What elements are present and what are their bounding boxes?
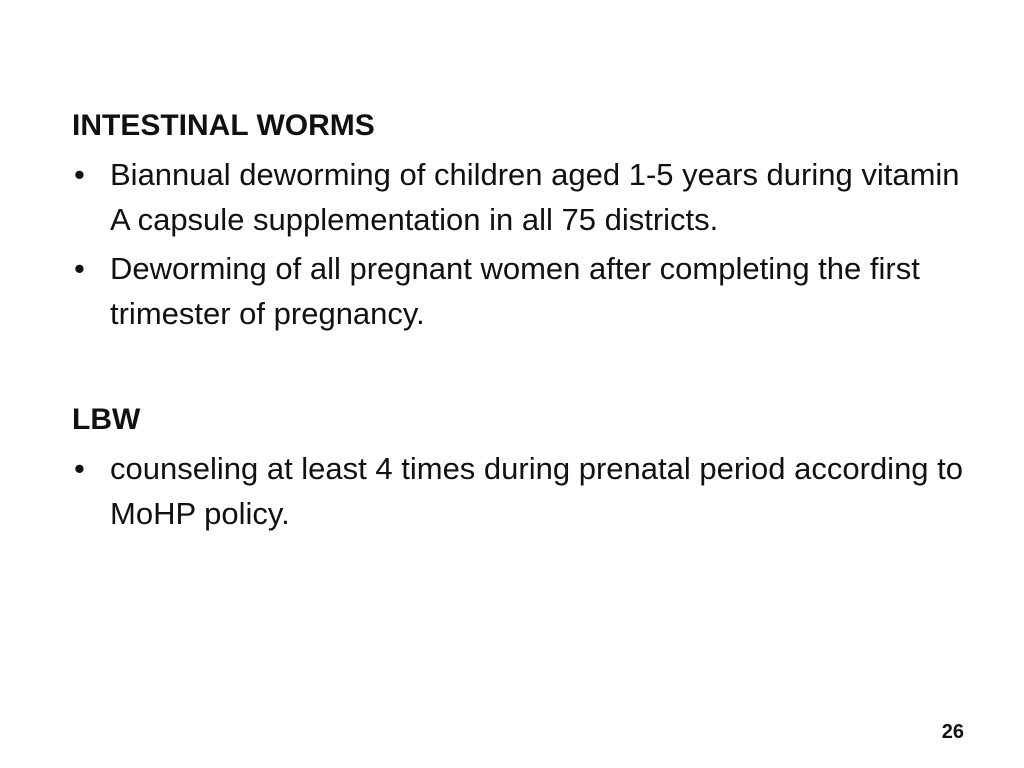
section-heading: INTESTINAL WORMS [72, 109, 375, 142]
bullet-text: counseling at least 4 times during prenatal period according to MoHP policy. [110, 451, 964, 531]
bullet-icon: • [74, 251, 85, 286]
bullet-list [72, 152, 972, 336]
bullet-text: Biannual deworming of children aged 1-5 years during vitamin A capsule supplementation in all 75 districts. [110, 157, 960, 237]
bullet-icon: • [74, 157, 85, 192]
slide-content [72, 104, 972, 536]
section-intestinal-worms [72, 104, 972, 336]
bullet-icon: • [74, 451, 85, 486]
section-lbw [72, 398, 972, 536]
list-item [72, 246, 972, 336]
bullet-text: Deworming of all pregnant women after completing the first trimester of pregnancy. [110, 251, 920, 331]
page-number: 26 [941, 721, 964, 743]
section-heading: LBW [72, 403, 141, 436]
list-item [72, 152, 972, 242]
list-item [72, 446, 972, 536]
bullet-list [72, 446, 972, 536]
